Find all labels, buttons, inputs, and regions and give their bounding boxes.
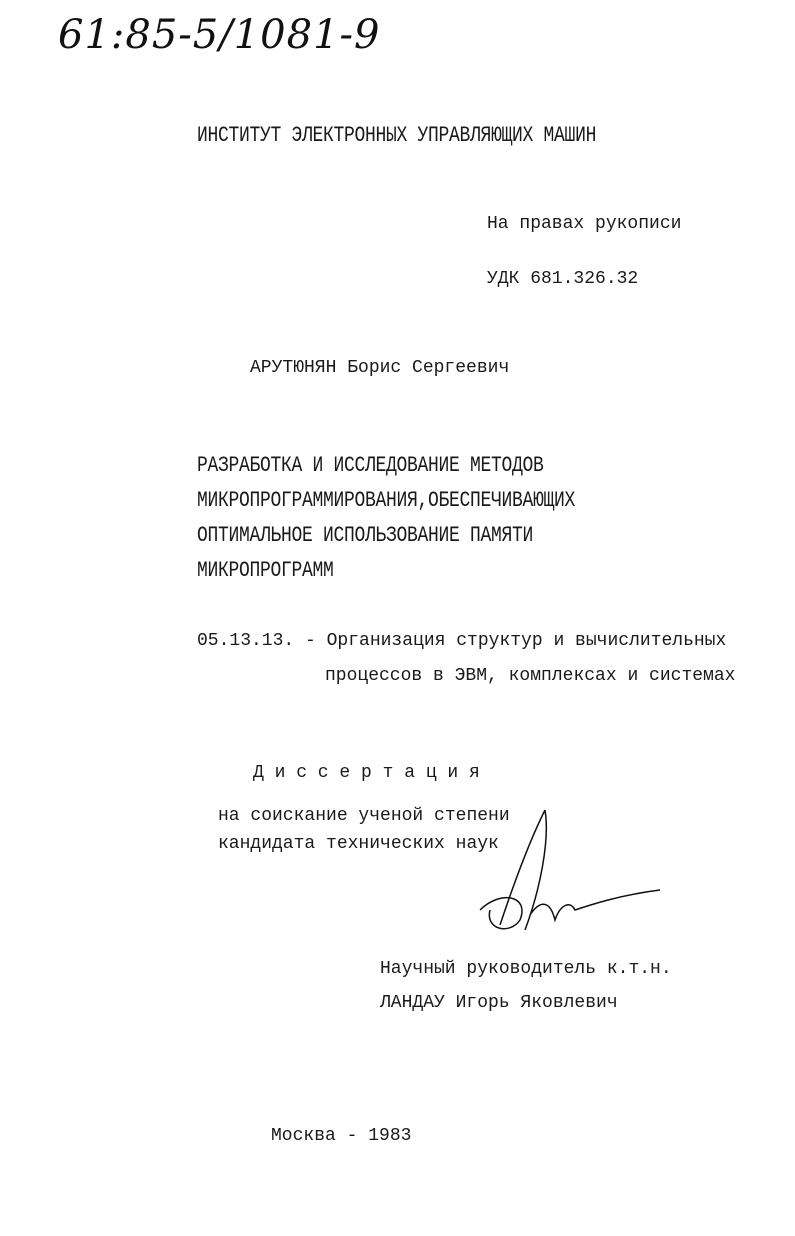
supervisor-line: Научный руководитель к.т.н. [380,959,672,979]
place-year: Москва - 1983 [271,1126,412,1146]
degree-line: кандидата технических наук [218,834,499,854]
supervisor-line: ЛАНДАУ Игорь Яковлевич [380,993,618,1013]
title-line: МИКРОПРОГРАММИРОВАНИЯ,ОБЕСПЕЧИВАЮЩИХ [197,488,576,514]
specialty-line: 05.13.13. - Организация структур и вычислительных [197,631,727,651]
udc-code: УДК 681.326.32 [487,269,639,289]
institute-name: ИНСТИТУТ ЭЛЕКТРОННЫХ УПРАВЛЯЮЩИХ МАШИН [197,123,597,149]
degree-line: на соискание ученой степени [218,806,510,826]
specialty-line: процессов в ЭВМ, комплексах и системах [325,666,736,686]
title-line: ОПТИМАЛЬНОЕ ИСПОЛЬЗОВАНИЕ ПАМЯТИ [197,523,534,549]
handwritten-archive-code: 61:85-5/1081-9 [58,12,381,58]
title-line: РАЗРАБОТКА И ИССЛЕДОВАНИЕ МЕТОДОВ [197,453,544,479]
manuscript-rights: На правах рукописи [487,214,682,234]
author-name: АРУТЮНЯН Борис Сергеевич [250,358,510,378]
author-signature [470,800,670,950]
document-type: Д и с с е р т а ц и я [253,763,480,783]
title-line: МИКРОПРОГРАММ [197,558,334,584]
